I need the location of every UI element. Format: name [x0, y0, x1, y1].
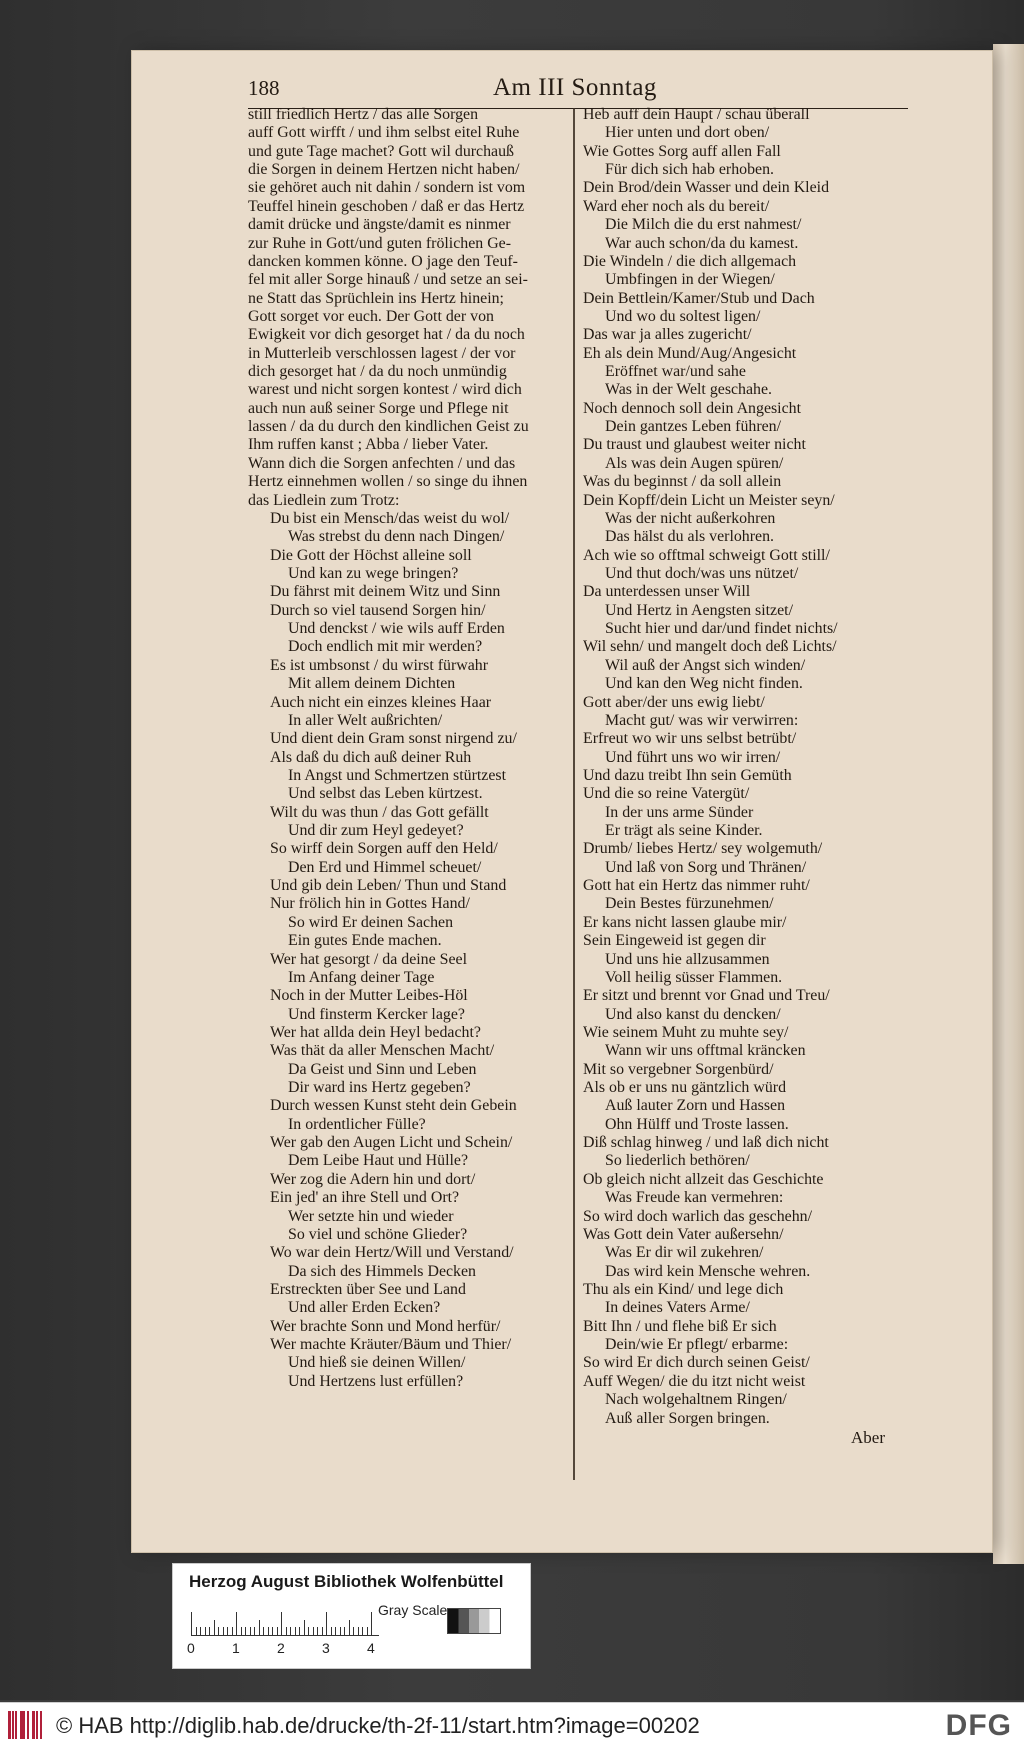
ruler-tick	[349, 1620, 350, 1636]
text-line: Als ob er uns nu gäntzlich würd	[583, 1079, 787, 1097]
text-line: Was der nicht außerkohren	[605, 509, 776, 527]
text-line: Da Geist und Sinn und Leben	[288, 1060, 477, 1078]
ruler-tick	[308, 1627, 309, 1636]
text-line: Gott hat ein Hertz das nimmer ruht/	[583, 877, 810, 895]
right-text-column	[583, 106, 893, 1428]
page-number: 188	[248, 76, 280, 100]
page-header	[248, 74, 908, 108]
ruler-tick	[218, 1627, 219, 1636]
ruler-tick	[304, 1620, 305, 1636]
ruler-tick	[281, 1612, 282, 1636]
text-line: Erstreckten über See und Land	[270, 1281, 466, 1298]
text-line: Du traust und glaubest weiter nicht	[583, 436, 806, 454]
text-line: Und dir zum Heyl gedeyet?	[288, 822, 464, 840]
ruler-tick	[335, 1627, 336, 1636]
text-line: So wird Er deinen Sachen	[288, 913, 454, 931]
text-line: Drumb/ liebes Hertz/ sey wolgemuth/	[583, 840, 823, 858]
text-line: Da sich des Himmels Decken	[288, 1262, 476, 1280]
library-label-card	[172, 1563, 531, 1669]
text-line: Bitt Ihn / und flehe biß Er sich	[583, 1317, 777, 1335]
text-line: Voll heilig süsser Flammen.	[605, 968, 783, 986]
text-line: Was du beginnst / da soll allein	[583, 473, 782, 491]
text-line: Wer machte Kräuter/Bäum und Thier/	[270, 1336, 512, 1354]
text-line: Was Er dir wil zukehren/	[605, 1244, 764, 1262]
ruler-tick	[295, 1627, 296, 1636]
barcode-bar	[23, 1711, 25, 1739]
text-line: Und finsterm Kercker lage?	[288, 1005, 465, 1023]
text-line: die Sorgen in deinem Hertzen nicht haben/	[248, 161, 520, 179]
text-line: Er kans nicht lassen glaube mir/	[583, 913, 787, 931]
text-line: Den Erd und Himmel scheuet/	[288, 858, 482, 876]
text-line: warest und nicht sorgen kontest / wird dich	[248, 381, 522, 399]
ruler-tick	[259, 1620, 260, 1636]
text-line: Und wo du soltest ligen/	[605, 307, 761, 325]
text-line: In ordentlicher Fülle?	[288, 1115, 426, 1133]
ruler-tick	[196, 1627, 197, 1636]
text-line: Und uns hie allzusammen	[605, 950, 770, 968]
text-line: Ohn Hülff und Troste lassen.	[605, 1115, 789, 1133]
text-line: War auch schon/da du kamest.	[605, 234, 799, 252]
text-line: Sucht hier und dar/und findet nichts/	[605, 620, 838, 638]
dfg-logo: DFG	[945, 1709, 1012, 1742]
text-line: Was thät da aller Menschen Macht/	[270, 1042, 495, 1060]
ruler-tick	[367, 1627, 368, 1636]
text-line: dich gesorget hat / da du noch unmündig	[248, 363, 507, 381]
ruler-tick	[362, 1627, 363, 1636]
barcode-bar	[12, 1711, 14, 1739]
text-line: Heb auff dein Haupt / schau überall	[583, 106, 810, 123]
text-line: Wil auß der Angst sich winden/	[605, 656, 806, 674]
text-line: Was strebst du denn nach Dingen/	[288, 528, 505, 546]
text-line: Und die so reine Vatergüt/	[583, 785, 750, 803]
library-name: Herzog August Bibliothek Wolfenbüttel	[189, 1572, 504, 1591]
text-line: Du bist ein Mensch/das weist du wol/	[270, 509, 510, 527]
text-line: Und Hertz in Aengsten sitzet/	[605, 601, 793, 619]
text-line: So viel und schöne Glieder?	[288, 1225, 468, 1243]
text-line: das Liedlein zum Trotz:	[248, 491, 400, 509]
text-line: Und kan zu wege bringen?	[288, 564, 459, 582]
text-line: Dein/wie Er pflegt/ erbarme:	[605, 1336, 789, 1354]
text-line: ne Statt das Sprüchlein ins Hertz hinein;	[248, 289, 504, 307]
ruler-tick	[326, 1612, 327, 1636]
text-line: Auff Wegen/ die du itzt nicht weist	[583, 1372, 806, 1390]
text-line: Wer setzte hin und wieder	[288, 1207, 454, 1225]
text-line: Als daß du dich auß deiner Ruh	[270, 748, 472, 766]
text-line: und gute Tage machet? Gott wil durchauß	[248, 142, 515, 160]
text-line: Nach wolgehaltnem Ringen/	[605, 1391, 787, 1409]
text-line: Macht gut/ was wir verwirren:	[605, 711, 799, 729]
text-line: Gott aber/der uns ewig liebt/	[583, 693, 765, 711]
text-line: Hertz einnehmen wollen / so singe du ihnen	[248, 473, 528, 491]
text-line: Die Windeln / die dich allgemach	[583, 252, 797, 270]
text-line: Das wird kein Mensche wehren.	[605, 1262, 811, 1280]
text-line: In deines Vaters Arme/	[605, 1299, 750, 1317]
text-line: Das hälst du als verlohren.	[605, 528, 775, 546]
text-line: Wie Gottes Sorg auff allen Fall	[583, 142, 781, 160]
ruler-tick	[209, 1627, 210, 1636]
ruler-tick	[250, 1627, 251, 1636]
text-line: Und also kanst du dencken/	[605, 1005, 781, 1023]
ruler-number: 3	[322, 1640, 330, 1656]
text-line: in Mutterleib verschlossen lagest / der vor	[248, 344, 516, 362]
text-line: Und hieß sie deinen Willen/	[288, 1354, 466, 1372]
copyright-link[interactable]: © HAB http://diglib.hab.de/drucke/th-2f-11/start.htm?image=00202	[56, 1713, 700, 1738]
text-line: Noch dennoch soll dein Angesicht	[583, 399, 802, 417]
text-line: Eröffnet war/und sahe	[605, 363, 746, 381]
ruler-tick	[227, 1627, 228, 1636]
ruler-tick	[200, 1627, 201, 1636]
text-line: Wo war dein Hertz/Will und Verstand/	[270, 1244, 514, 1262]
ruler-tick	[353, 1627, 354, 1636]
text-line: Wer hat allda dein Heyl bedacht?	[270, 1023, 481, 1041]
text-line: Dein Brod/dein Wasser und dein Kleid	[583, 179, 830, 197]
ruler-tick	[277, 1627, 278, 1636]
ruler-tick	[317, 1627, 318, 1636]
text-line: Er sitzt und brennt vor Gnad und Treu/	[583, 987, 830, 1005]
ruler-tick	[371, 1612, 372, 1636]
gray-scale-strip	[447, 1608, 501, 1634]
text-line: Teuffel hinein geschoben / daß er das Hertz	[248, 197, 525, 215]
ruler-number: 4	[367, 1640, 375, 1656]
catchword: Aber	[851, 1428, 885, 1447]
text-line: Wer hat gesorgt / da deine Seel	[270, 950, 467, 968]
measurement-ruler	[191, 1606, 379, 1636]
ruler-tick	[236, 1612, 237, 1636]
text-line: Auch nicht ein einzes kleines Haar	[270, 693, 492, 711]
ruler-tick	[268, 1627, 269, 1636]
text-line: Und aller Erden Ecken?	[288, 1299, 441, 1317]
text-line: Ob gleich nicht allzeit das Geschichte	[583, 1170, 824, 1188]
text-line: Wilt du was thun / das Gott gefällt	[270, 803, 489, 821]
text-line: Dein gantzes Leben führen/	[605, 418, 782, 436]
text-line: Und laß von Sorg und Thränen/	[605, 858, 807, 876]
text-line: Dein Bettlein/Kamer/Stub und Dach	[583, 289, 815, 307]
barcode-bar	[27, 1711, 29, 1739]
text-line: Umbfingen in der Wiegen/	[605, 271, 775, 289]
ruler-tick	[313, 1627, 314, 1636]
text-line: So wird Er dich durch seinen Geist/	[583, 1354, 810, 1372]
text-line: So liederlich bethören/	[605, 1152, 750, 1170]
text-line: In Angst und Schmertzen stürtzest	[288, 766, 507, 784]
ruler-tick	[205, 1627, 206, 1636]
text-line: Sein Eingeweid ist gegen dir	[583, 932, 766, 950]
ruler-number: 2	[277, 1640, 285, 1656]
text-line: Dein Bestes fürzunehmen/	[605, 895, 774, 913]
text-line: zur Ruhe in Gott/und guten frölichen Ge-	[248, 234, 512, 252]
text-line: Mit allem deinem Dichten	[288, 675, 456, 693]
ruler-tick	[214, 1620, 215, 1636]
text-line: dancken kommen könne. O jage den Teuf-	[248, 252, 518, 270]
text-line: Wann dich die Sorgen anfechten / und das	[248, 454, 516, 472]
ruler-tick	[232, 1627, 233, 1636]
text-line: Was Freude kan vermehren:	[605, 1189, 784, 1207]
text-line: Und Hertzens lust erfüllen?	[288, 1372, 464, 1390]
ruler-tick	[263, 1627, 264, 1636]
text-line: Wer gab den Augen Licht und Schein/	[270, 1134, 513, 1152]
ruler-tick	[358, 1627, 359, 1636]
text-line: Mit so vergebner Sorgenbürd/	[583, 1060, 774, 1078]
barcode-bar	[32, 1711, 35, 1739]
text-line: Wer zog die Adern hin und dort/	[270, 1170, 476, 1188]
text-line: Erfreut wo wir uns selbst betrübt/	[583, 730, 797, 748]
column-separator	[573, 108, 575, 1480]
ruler-tick	[344, 1627, 345, 1636]
text-line: Und dazu treibt Ihn sein Gemüth	[583, 766, 792, 784]
text-line: Wer brachte Sonn und Mond herfür/	[270, 1317, 501, 1335]
text-line: Gott sorget vor euch. Der Gott der von	[248, 307, 494, 325]
text-line: Für dich sich hab erhoben.	[605, 161, 775, 179]
ruler-tick	[299, 1627, 300, 1636]
text-line: In der uns arme Sünder	[605, 803, 754, 821]
ruler-tick	[272, 1627, 273, 1636]
barcode-bar	[15, 1711, 17, 1739]
text-line: In aller Welt außrichten/	[288, 711, 443, 729]
text-line: still friedlich Hertz / das alle Sorgen	[248, 106, 479, 123]
text-line: Als was dein Augen spüren/	[605, 454, 784, 472]
ruler-number: 1	[232, 1640, 240, 1656]
text-line: Er trägt als seine Kinder.	[605, 822, 763, 840]
ruler-tick	[245, 1627, 246, 1636]
text-line: Ihm ruffen kanst ; Abba / lieber Vater.	[248, 436, 489, 454]
text-line: Und dient dein Gram sonst nirgend zu/	[270, 730, 517, 748]
footer-bar	[0, 1702, 1024, 1748]
text-line: So wirff dein Sorgen auff den Held/	[270, 840, 498, 858]
ruler-tick	[241, 1627, 242, 1636]
text-line: So wird doch warlich das geschehn/	[583, 1207, 813, 1225]
text-line: Ewigkeit vor dich gesorget hat / da du noch	[248, 326, 525, 344]
text-line: Und selbst das Leben kürtzest.	[288, 785, 483, 803]
text-line: fel mit aller Sorge hinauß / und setze an sei-	[248, 271, 528, 289]
text-line: Ein jed' an ihre Stell und Ort?	[270, 1189, 460, 1207]
text-line: Im Anfang deiner Tage	[288, 968, 435, 986]
text-line: Auß aller Sorgen bringen.	[605, 1409, 770, 1427]
text-line: Nur frölich hin in Gottes Hand/	[270, 895, 470, 913]
barcode-bar	[36, 1711, 38, 1739]
text-line: Es ist umbsonst / du wirst fürwahr	[270, 656, 489, 674]
ruler-number: 0	[187, 1640, 195, 1656]
text-line: Durch so viel tausend Sorgen hin/	[270, 601, 486, 619]
text-line: Die Milch die du erst nahmest/	[605, 216, 802, 234]
gray-scale-label: Gray Scale	[378, 1602, 448, 1618]
text-line: Das war ja alles zugericht/	[583, 326, 752, 344]
text-line: damit drücke und ängste/damit es ninmer	[248, 216, 511, 234]
text-line: Und thut doch/was uns nützet/	[605, 564, 799, 582]
ruler-tick	[223, 1627, 224, 1636]
text-line: Wann wir uns offtmal kräncken	[605, 1042, 806, 1060]
ruler-tick	[340, 1627, 341, 1636]
text-line: Auß lauter Zorn und Hassen	[605, 1097, 786, 1115]
ruler-tick	[191, 1612, 192, 1636]
text-line: Eh als dein Mund/Aug/Angesicht	[583, 344, 797, 362]
text-line: Hier unten und dort oben/	[605, 124, 770, 142]
text-line: Thu als ein Kind/ und lege dich	[583, 1281, 784, 1298]
ruler-tick	[286, 1627, 287, 1636]
text-line: Noch in der Mutter Leibes-Höl	[270, 987, 468, 1005]
barcode-bar	[40, 1711, 42, 1739]
text-line: sie gehöret auch nit dahin / sondern ist vom	[248, 179, 526, 197]
ruler-tick	[290, 1627, 291, 1636]
text-line: Und gib dein Leben/ Thun und Stand	[270, 877, 507, 895]
text-line: lassen / da du durch den kindlichen Geist zu	[248, 418, 529, 436]
text-line: Die Gott der Höchst alleine soll	[270, 546, 472, 564]
left-text-column	[248, 106, 566, 1391]
text-line: Wil sehn/ und mangelt doch deß Lichts/	[583, 638, 837, 656]
ruler-tick	[322, 1627, 323, 1636]
text-line: Durch wessen Kunst steht dein Gebein	[270, 1097, 517, 1115]
text-line: Und kan den Weg nicht finden.	[605, 675, 803, 693]
text-line: Dem Leibe Haut und Hülle?	[288, 1152, 469, 1170]
text-line: Diß schlag hinweg / und laß dich nicht	[583, 1134, 829, 1152]
barcode-logo-icon	[8, 1711, 46, 1739]
text-line: Du fährst mit deinem Witz und Sinn	[270, 583, 501, 601]
text-line: auch nun auß seiner Sorge und Pflege nit	[248, 399, 509, 417]
ruler-tick	[331, 1627, 332, 1636]
next-page-edge	[993, 44, 1024, 1564]
text-line: Und führt uns wo wir irren/	[605, 748, 781, 766]
text-line: Was Gott dein Vater außersehn/	[583, 1225, 784, 1243]
text-line: auff Gott wirfft / und ihm selbst eitel Ruhe	[248, 124, 520, 142]
text-line: Doch endlich mit mir werden?	[288, 638, 483, 656]
text-line: Was in der Welt geschahe.	[605, 381, 773, 399]
running-head: Am III Sonntag	[493, 74, 657, 101]
text-line: Ein gutes Ende machen.	[288, 932, 442, 950]
text-line: Dir ward ins Hertz gegeben?	[288, 1079, 471, 1097]
book-page	[131, 50, 993, 1553]
text-line: Wie seinem Muht zu muhte sey/	[583, 1023, 789, 1041]
text-line: Ach wie so offtmal schweigt Gott still/	[583, 546, 830, 564]
ruler-tick	[254, 1627, 255, 1636]
text-line: Ward eher noch als du bereit/	[583, 197, 770, 215]
text-line: Und denckst / wie wils auff Erden	[288, 620, 505, 638]
text-line: Da unterdessen unser Will	[583, 583, 751, 601]
barcode-bar	[8, 1711, 11, 1739]
text-line: Dein Kopff/dein Licht un Meister seyn/	[583, 491, 835, 509]
